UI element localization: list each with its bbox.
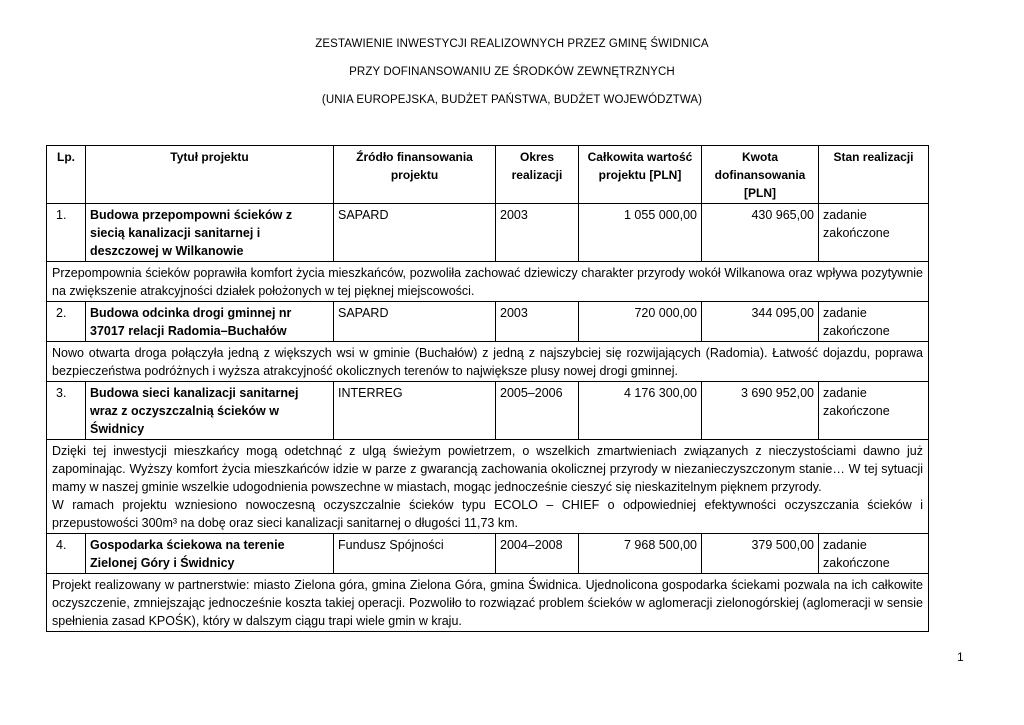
row-description	[47, 262, 929, 302]
description-row	[47, 440, 929, 534]
row-total: 720 000,00	[579, 302, 702, 342]
row-cofinancing: 3 690 952,00	[702, 382, 819, 440]
row-source: INTERREG	[334, 382, 496, 440]
row-total: 4 176 300,00	[579, 382, 702, 440]
row-status: zadanie zakończone	[819, 302, 929, 342]
row-cofinancing: 379 500,00	[702, 534, 819, 574]
row-description	[47, 440, 929, 534]
table-row	[47, 382, 929, 440]
document-heading	[0, 36, 1024, 120]
header-source: Źródło finansowania projektu	[334, 146, 496, 204]
row-total: 7 968 500,00	[579, 534, 702, 574]
description-paragraph: Projekt realizowany w partnerstwie: miasto Zielona góra, gmina Zielona Góra, gmina Świdnica. Ujednolicona gospodarka ściekami pozwala na ich całkowite oczyszczenie, zmniejszając jednocześnie koszta takiej operacji. Pozwoliło to rozwiązać problem ścieków w aglomeracji zielonogórskiej (aglomeracji w sensie spełnienia zasad KPOŚK), który w dalszym ciągu trapi wiele gmin w kraju.	[52, 578, 923, 628]
description-paragraph: Nowo otwarta droga połączyła jedną z większych wsi w gminie (Buchałów) z jedną z najszybciej się rozwijających (Radomia). Łatwość dojazdu, poprawa bezpieczeństwa podróżnych i wyższa atrakcyjność okolicznych terenów to największe plusy nowej drogi gminnej.	[52, 346, 923, 378]
row-period: 2003	[496, 302, 579, 342]
row-lp: 2.	[47, 302, 86, 342]
header-status: Stan realizacji	[819, 146, 929, 204]
row-title: Budowa sieci kanalizacji sanitarnej wraz z oczyszczalnią ścieków w Świdnicy	[86, 382, 334, 440]
row-status: zadanie zakończone	[819, 204, 929, 262]
row-description	[47, 574, 929, 632]
page-number: 1	[957, 650, 964, 664]
description-paragraph: W ramach projektu wzniesiono nowoczesną oczyszczalnie ścieków typu ECOLO – CHIEF o odpowiedniej efektywności oczyszczania ścieków i przepustowości 300m³ na dobę oraz sieci kanalizacji sanitarnej o długości 11,73 km.	[52, 498, 923, 530]
description-row	[47, 342, 929, 382]
row-description	[47, 342, 929, 382]
heading-line-1: ZESTAWIENIE INWESTYCJI REALIZOWNYCH PRZEZ GMINĘ ŚWIDNICA	[315, 38, 709, 50]
row-source: SAPARD	[334, 204, 496, 262]
description-paragraph: Przepompownia ścieków poprawiła komfort życia mieszkańców, pozwoliła zachować dziewiczy charakter przyrody wokół Wilkanowa oraz wpływa pozytywnie na zwiększenie atrakcyjności działek położonych w tej pięknej miejscowości.	[52, 266, 923, 298]
row-lp: 1.	[47, 204, 86, 262]
row-status: zadanie zakończone	[819, 382, 929, 440]
table-row	[47, 534, 929, 574]
description-paragraph: Dzięki tej inwestycji mieszkańcy mogą odetchnąć z ulgą świeżym powietrzem, o wszelkich zmartwieniach związanych z nieczystościami dawno już zapominając. Wyższy komfort życia mieszkańców idzie w parze z gwarancją zachowania okolicznej przyrody w niezanieczyszczonym stanie… W tej sytuacji mamy w naszej gminie wszelkie udogodnienia powszechne w miastach, mogąc jednocześnie cieszyć się nieskazitelnym pięknem przyrody.	[52, 444, 923, 494]
header-lp: Lp.	[47, 146, 86, 204]
row-title: Budowa odcinka drogi gminnej nr 37017 relacji Radomia–Buchałów	[86, 302, 334, 342]
row-status: zadanie zakończone	[819, 534, 929, 574]
row-total: 1 055 000,00	[579, 204, 702, 262]
table-row	[47, 302, 929, 342]
description-row	[47, 574, 929, 632]
description-row	[47, 262, 929, 302]
row-title: Gospodarka ściekowa na terenie Zielonej Góry i Świdnicy	[86, 534, 334, 574]
row-title: Budowa przepompowni ścieków z siecią kanalizacji sanitarnej i deszczowej w Wilkanowie	[86, 204, 334, 262]
header-period: Okres realizacji	[496, 146, 579, 204]
row-lp: 4.	[47, 534, 86, 574]
header-cofinancing: Kwota dofinansowania [PLN]	[702, 146, 819, 204]
header-total: Całkowita wartość projektu [PLN]	[579, 146, 702, 204]
table-header-row	[47, 146, 929, 204]
row-period: 2005–2006	[496, 382, 579, 440]
row-cofinancing: 430 965,00	[702, 204, 819, 262]
heading-line-3: (UNIA EUROPEJSKA, BUDŻET PAŃSTWA, BUDŻET WOJEWÓDZTWA)	[321, 94, 703, 106]
row-source: Fundusz Spójności	[334, 534, 496, 574]
investments-table	[46, 145, 929, 632]
row-cofinancing: 344 095,00	[702, 302, 819, 342]
row-source: SAPARD	[334, 302, 496, 342]
table-row	[47, 204, 929, 262]
row-period: 2003	[496, 204, 579, 262]
row-lp: 3.	[47, 382, 86, 440]
heading-line-2: PRZY DOFINANSOWANIU ZE ŚRODKÓW ZEWNĘTRZNYCH	[349, 66, 675, 78]
row-period: 2004–2008	[496, 534, 579, 574]
header-title: Tytuł projektu	[86, 146, 334, 204]
